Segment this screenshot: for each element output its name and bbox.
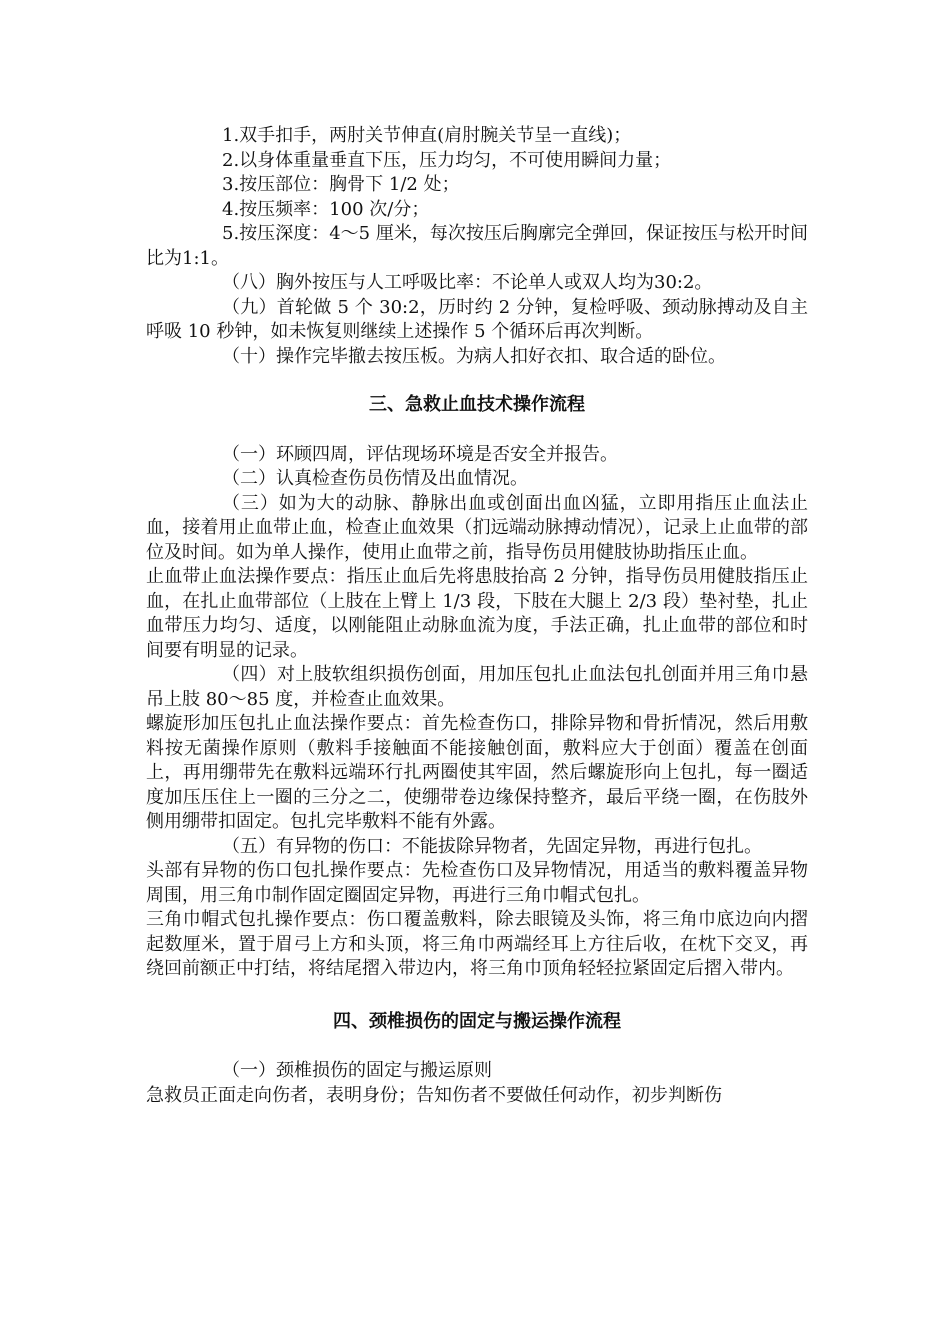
- paragraph-cervical-1: （一）颈椎损伤的固定与搬运原则: [222, 1060, 492, 1081]
- paragraph-item-10: （十）操作完毕撤去按压板。为病人扣好衣扣、取合适的卧位。: [222, 345, 726, 367]
- paragraph-item-8: （八）胸外按压与人工呼吸比率：不论单人或双人均为30:2。: [222, 272, 713, 293]
- paragraph-hemostasis-3: （三）如为大的动脉、静脉出血或创面出血凶猛，立即用指压止血法止血，接着用止血带止血，检查止血效果（扪远端动脉搏动情况），记录上止血带的部位及时间。如为单人操作，使用止血带之前，指导伤员用健肢协助指压止血。: [146, 492, 808, 563]
- document-page: [146, 124, 808, 1108]
- paragraph-tourniquet-points: 止血带止血法操作要点：指压止血后先将患肢抬高 2 分钟，指导伤员用健肢指压止血，在扎止血带部位（上肢在上臂上 1/3 段，下肢在大腿上 2/3 段）垫衬垫，扎止血带压力均匀、适度，以刚能阻止动脉血流为度，手法正确，扎止血带的部位和时间要有明显的记录。: [146, 566, 808, 661]
- paragraph-hemostasis-4: （四）对上肢软组织损伤创面，用加压包扎止血法包扎创面并用三角巾悬吊上肢 80～85 度，并检查止血效果。: [146, 664, 808, 710]
- paragraph-cpr-step-5: 5.按压深度：4～5 厘米，每次按压后胸廓完全弹回，保证按压与松开时间比为1:1。: [146, 223, 808, 269]
- paragraph-hemostasis-2: （二）认真检查伤员伤情及出血情况。: [222, 468, 528, 489]
- paragraph-triangle-bandage-points: 三角巾帽式包扎操作要点：伤口覆盖敷料，除去眼镜及头饰，将三角巾底边向内摺起数厘米，置于眉弓上方和头顶，将三角巾两端经耳上方往后收，在枕下交叉，再绕回前额正中打结，将结尾摺入带边内，将三角巾顶角轻轻拉紧固定后摺入带内。: [146, 909, 808, 979]
- paragraph-hemostasis-1: （一）环顾四周，评估现场环境是否安全并报告。: [222, 443, 618, 465]
- paragraph-item-9: （九）首轮做 5 个 30:2，历时约 2 分钟，复检呼吸、颈动脉搏动及自主呼吸 10 秒钟，如未恢复则继续上述操作 5 个循环后再次判断。: [146, 296, 808, 342]
- paragraph-head-wound-points: 头部有异物的伤口包扎操作要点：先检查伤口及异物情况，用适当的敷料覆盖异物周围，用三角巾制作固定圈固定异物，再进行三角巾帽式包扎。: [146, 860, 808, 906]
- paragraph-cpr-step-3: 3.按压部位：胸骨下 1/2 处；: [222, 174, 460, 195]
- paragraph-cervical-2: 急救员正面走向伤者，表明身份；告知伤者不要做任何动作，初步判断伤: [146, 1084, 722, 1106]
- paragraph-cpr-step-2: 2.以身体重量垂直下压，压力均匀，不可使用瞬间力量；: [222, 149, 672, 171]
- paragraph-cpr-step-1: 1.双手扣手，两肘关节伸直(肩肘腕关节呈一直线)；: [222, 125, 632, 146]
- section-heading-cervical-spine: 四、颈椎损伤的固定与搬运操作流程: [333, 1010, 621, 1032]
- paragraph-spiral-bandage-points: 螺旋形加压包扎止血法操作要点：首先检查伤口，排除异物和骨折情况，然后用敷料按无菌操作原则（敷料手接触面不能接触创面，敷料应大于创面）覆盖在创面上，再用绷带先在敷料远端环行扎两圈使其牢固，然后螺旋形向上包扎，每一圈适度加压压住上一圈的三分之二，使绷带卷边缘保持整齐，最后平绕一圈，在伤肢外侧用绷带扣固定。包扎完毕敷料不能有外露。: [146, 713, 808, 832]
- paragraph-hemostasis-5: （五）有异物的伤口：不能拔除异物者，先固定异物，再进行包扎。: [222, 835, 762, 857]
- section-heading-hemostasis: 三、急救止血技术操作流程: [369, 394, 585, 415]
- paragraph-cpr-step-4: 4.按压频率：100 次/分；: [222, 198, 430, 220]
